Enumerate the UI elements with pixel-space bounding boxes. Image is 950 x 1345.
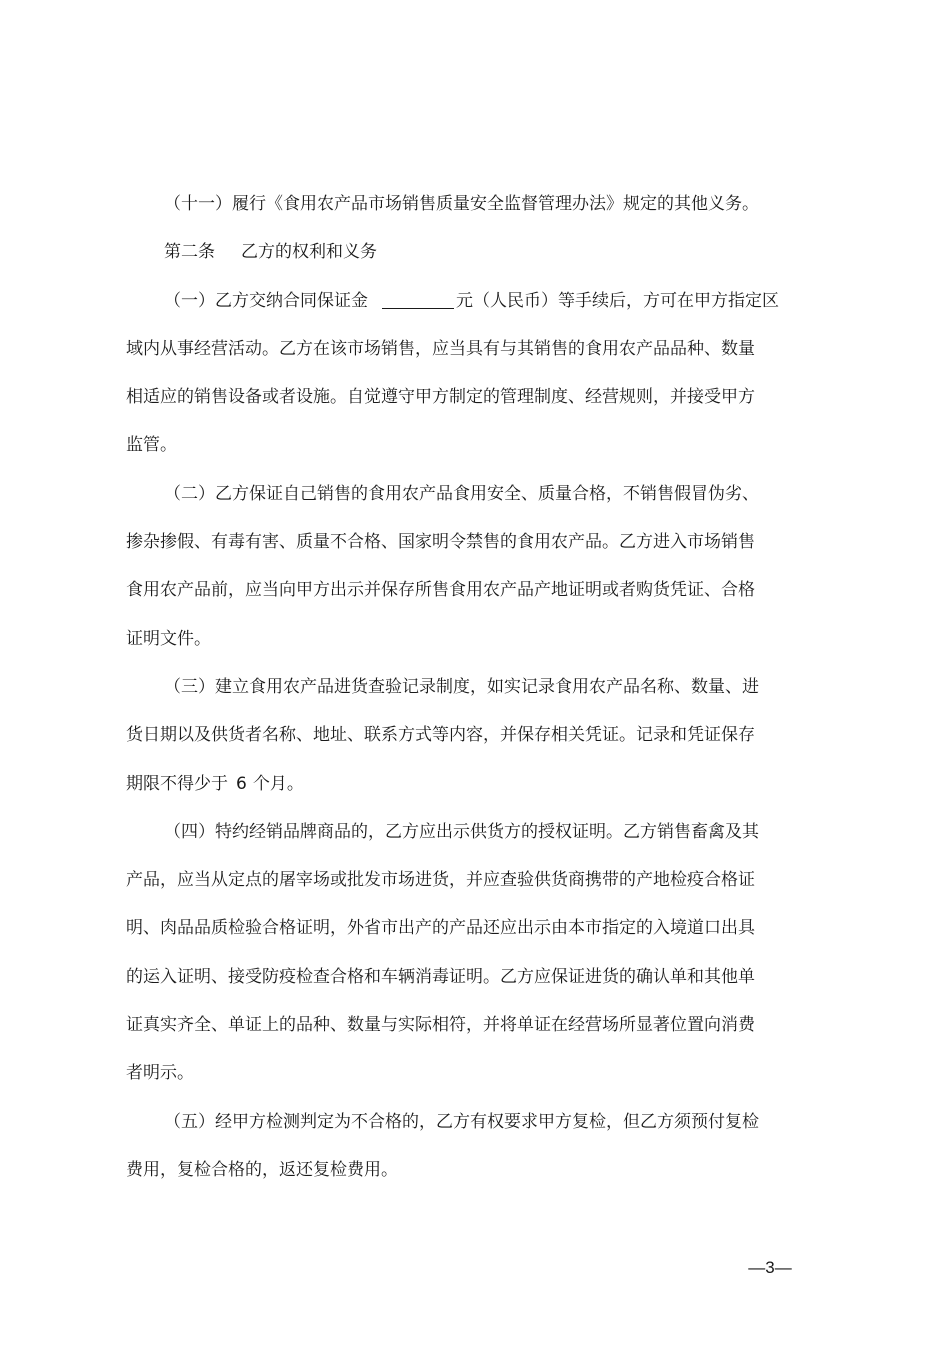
deposit-amount-blank xyxy=(382,288,454,309)
page-number: —3— xyxy=(748,1258,792,1277)
paragraph-line: 费用，复检合格的，返还复检费用。 xyxy=(126,1159,398,1180)
paragraph-line: 域内从事经营活动。乙方在该市场销售，应当具有与其销售的食用农产品品种、数量 xyxy=(126,338,755,359)
article-heading xyxy=(126,228,794,276)
paragraph-line: 证真实齐全、单证上的品种、数量与实际相符，并将单证在经营场所显著位置向消费 xyxy=(126,1015,755,1036)
paragraph-line: 证明文件。 xyxy=(126,628,211,649)
paragraph-line: 货日期以及供货者名称、地址、联系方式等内容，并保存相关凭证。记录和凭证保存 xyxy=(126,725,755,746)
paragraph-line: 产品，应当从定点的屠宰场或批发市场进货，并应查验供货商携带的产地检疫合格证 xyxy=(126,870,755,891)
paragraph-line: （五）经甲方检测判定为不合格的，乙方有权要求甲方复检，但乙方须预付复检 xyxy=(164,1111,759,1132)
paragraph-line: 者明示。 xyxy=(126,1063,194,1084)
paragraph-line: 食用农产品前，应当向甲方出示并保存所售食用农产品产地证明或者购货凭证、合格 xyxy=(126,580,755,601)
article-title: 乙方的权利和义务 xyxy=(241,242,377,263)
paragraph-line: 相适应的销售设备或者设施。自觉遵守甲方制定的管理制度、经营规则，并接受甲方 xyxy=(126,387,755,408)
paragraph-line: 明、肉品品质检验合格证明，外省市出产的产品还应出示由本市指定的入境道口出具 xyxy=(126,918,755,939)
paragraph-line: （一）乙方交纳合同保证金 元（人民币）等手续后，方可在甲方指定区 xyxy=(126,277,794,325)
paragraph-line: （三）建立食用农产品进货查验记录制度，如实记录食用农产品名称、数量、进 xyxy=(164,676,759,697)
record-retention-months: 6 xyxy=(236,773,247,794)
paragraph-line: 的运入证明、接受防疫检查合格和车辆消毒证明。乙方应保证进货的确认单和其他单 xyxy=(126,966,755,987)
article-number: 第二条 xyxy=(164,242,215,263)
paragraph-line: 期限不得少于 6 个月。 xyxy=(126,773,304,794)
paragraph-line: （十一）履行《食用农产品市场销售质量安全监督管理办法》规定的其他义务。 xyxy=(164,194,759,214)
paragraph-line: （四）特约经销品牌商品的，乙方应出示供货方的授权证明。乙方销售畜禽及其 xyxy=(164,821,759,842)
paragraph-line: （二）乙方保证自己销售的食用农产品食用安全、质量合格，不销售假冒伪劣、 xyxy=(164,483,759,504)
paragraph-line: 掺杂掺假、有毒有害、质量不合格、国家明令禁售的食用农产品。乙方进入市场销售 xyxy=(126,532,755,553)
paragraph-line: 监管。 xyxy=(126,435,177,456)
document-body xyxy=(126,180,794,1194)
